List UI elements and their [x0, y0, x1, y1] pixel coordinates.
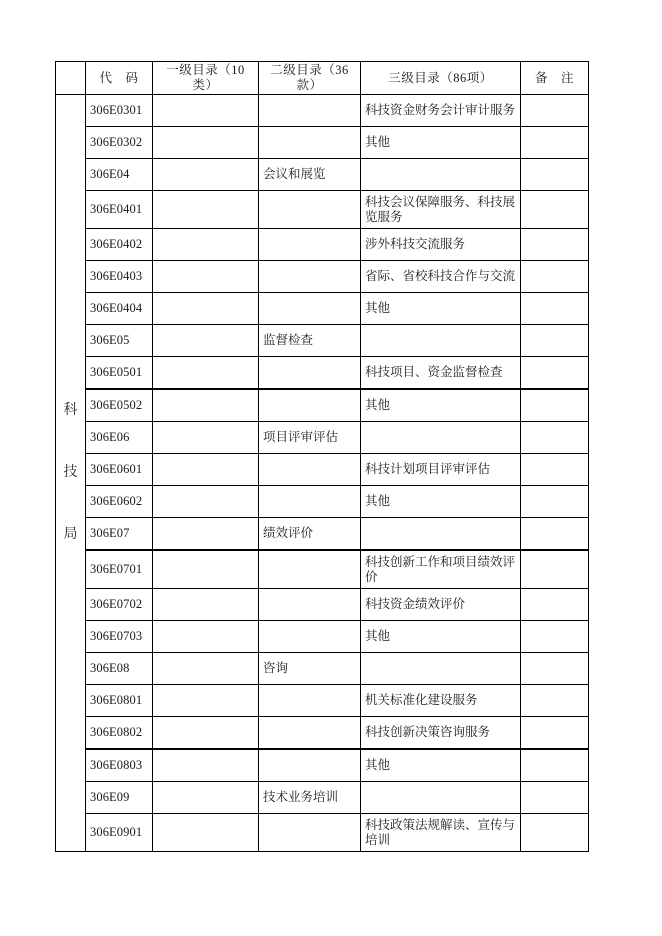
level3-cell: 其他 [361, 127, 521, 159]
level3-cell: 科技会议保障服务、科技展览服务 [361, 191, 521, 229]
code-cell: 306E08 [86, 653, 153, 685]
note-cell [521, 95, 589, 127]
table-row [56, 454, 589, 486]
catalog-table [55, 61, 589, 852]
level2-cell [259, 229, 361, 261]
level3-cell: 科技资金财务会计审计服务 [361, 95, 521, 127]
code-cell: 306E06 [86, 422, 153, 454]
level1-cell [153, 589, 259, 621]
table-row [56, 486, 589, 518]
code-cell: 306E0404 [86, 293, 153, 325]
code-cell: 306E0803 [86, 749, 153, 782]
note-cell [521, 717, 589, 750]
level1-cell [153, 159, 259, 191]
note-cell [521, 782, 589, 814]
code-cell: 306E07 [86, 518, 153, 551]
level2-cell [259, 621, 361, 653]
level1-cell [153, 550, 259, 589]
level1-cell [153, 127, 259, 159]
level1-cell [153, 191, 259, 229]
level1-cell [153, 814, 259, 852]
level1-cell [153, 685, 259, 717]
note-cell [521, 191, 589, 229]
note-cell [521, 749, 589, 782]
level3-cell: 科技创新决策咨询服务 [361, 717, 521, 750]
code-cell: 306E04 [86, 159, 153, 191]
table-row [56, 159, 589, 191]
level1-cell [153, 357, 259, 390]
table-row [56, 685, 589, 717]
level1-cell [153, 621, 259, 653]
org-vertical-label [56, 95, 86, 852]
code-cell: 306E0301 [86, 95, 153, 127]
level2-cell [259, 486, 361, 518]
level2-cell [259, 454, 361, 486]
table-row [56, 422, 589, 454]
header-level1: 一级目录（10类） [153, 62, 259, 95]
level1-cell [153, 422, 259, 454]
level2-cell [259, 685, 361, 717]
note-cell [521, 685, 589, 717]
level2-cell [259, 95, 361, 127]
level2-cell [259, 589, 361, 621]
level2-cell [259, 550, 361, 589]
level3-cell [361, 159, 521, 191]
note-cell [521, 454, 589, 486]
note-cell [521, 357, 589, 390]
table-row [56, 814, 589, 852]
table-row [56, 127, 589, 159]
level1-cell [153, 749, 259, 782]
header-row [56, 62, 589, 95]
level2-cell [259, 814, 361, 852]
table-body [56, 95, 589, 852]
code-cell: 306E0403 [86, 261, 153, 293]
level1-cell [153, 389, 259, 422]
level1-cell [153, 486, 259, 518]
level2-cell: 技术业务培训 [259, 782, 361, 814]
level1-cell [153, 653, 259, 685]
header-org [56, 62, 86, 95]
org-label-char: 技 [63, 465, 78, 480]
code-cell: 306E05 [86, 325, 153, 357]
level3-cell: 涉外科技交流服务 [361, 229, 521, 261]
code-cell: 306E0502 [86, 389, 153, 422]
code-cell: 306E0601 [86, 454, 153, 486]
level1-cell [153, 95, 259, 127]
level1-cell [153, 325, 259, 357]
table-row [56, 389, 589, 422]
level3-cell [361, 518, 521, 551]
level3-cell [361, 653, 521, 685]
code-cell: 306E0901 [86, 814, 153, 852]
code-cell: 306E0701 [86, 550, 153, 589]
level3-cell: 科技创新工作和项目绩效评价 [361, 550, 521, 589]
code-cell: 306E0702 [86, 589, 153, 621]
level3-cell: 其他 [361, 621, 521, 653]
table-row [56, 325, 589, 357]
level3-cell: 其他 [361, 486, 521, 518]
level3-cell: 其他 [361, 749, 521, 782]
table-header [56, 62, 589, 95]
level3-cell [361, 782, 521, 814]
table-row [56, 518, 589, 551]
note-cell [521, 550, 589, 589]
note-cell [521, 621, 589, 653]
level2-cell [259, 293, 361, 325]
code-cell: 306E0602 [86, 486, 153, 518]
level3-cell [361, 325, 521, 357]
note-cell [521, 486, 589, 518]
level3-cell: 科技项目、资金监督检查 [361, 357, 521, 390]
header-note: 备 注 [521, 62, 589, 95]
code-cell: 306E0402 [86, 229, 153, 261]
table-row [56, 550, 589, 589]
level3-cell: 其他 [361, 389, 521, 422]
note-cell [521, 229, 589, 261]
table-row [56, 717, 589, 750]
org-label-char: 科 [63, 403, 78, 418]
table-row [56, 589, 589, 621]
table-row [56, 229, 589, 261]
code-cell: 306E0401 [86, 191, 153, 229]
level2-cell [259, 717, 361, 750]
note-cell [521, 518, 589, 551]
level2-cell: 监督检查 [259, 325, 361, 357]
level3-cell [361, 422, 521, 454]
table-row [56, 782, 589, 814]
header-code: 代 码 [86, 62, 153, 95]
level2-cell [259, 357, 361, 390]
level2-cell [259, 191, 361, 229]
level2-cell: 咨询 [259, 653, 361, 685]
level1-cell [153, 717, 259, 750]
table-row [56, 261, 589, 293]
level2-cell [259, 127, 361, 159]
level2-cell [259, 261, 361, 293]
table-row [56, 621, 589, 653]
level3-cell: 机关标准化建设服务 [361, 685, 521, 717]
note-cell [521, 422, 589, 454]
level2-cell: 会议和展览 [259, 159, 361, 191]
note-cell [521, 127, 589, 159]
code-cell: 306E0802 [86, 717, 153, 750]
level1-cell [153, 293, 259, 325]
table-row [56, 95, 589, 127]
code-cell: 306E09 [86, 782, 153, 814]
level3-cell: 科技计划项目评审评估 [361, 454, 521, 486]
table-row [56, 749, 589, 782]
level2-cell [259, 389, 361, 422]
table-row [56, 293, 589, 325]
level2-cell: 项目评审评估 [259, 422, 361, 454]
header-level3: 三级目录（86项） [361, 62, 521, 95]
table-row [56, 357, 589, 390]
level2-cell: 绩效评价 [259, 518, 361, 551]
table-row [56, 653, 589, 685]
note-cell [521, 653, 589, 685]
level3-cell: 省际、省校科技合作与交流 [361, 261, 521, 293]
level3-cell: 科技政策法规解读、宣传与培训 [361, 814, 521, 852]
level1-cell [153, 229, 259, 261]
level1-cell [153, 261, 259, 293]
level2-cell [259, 749, 361, 782]
code-cell: 306E0302 [86, 127, 153, 159]
level1-cell [153, 454, 259, 486]
code-cell: 306E0703 [86, 621, 153, 653]
level3-cell: 其他 [361, 293, 521, 325]
code-cell: 306E0501 [86, 357, 153, 390]
note-cell [521, 261, 589, 293]
note-cell [521, 325, 589, 357]
note-cell [521, 589, 589, 621]
org-label-char: 局 [63, 527, 78, 542]
note-cell [521, 159, 589, 191]
note-cell [521, 389, 589, 422]
level1-cell [153, 782, 259, 814]
note-cell [521, 293, 589, 325]
table-row [56, 191, 589, 229]
level1-cell [153, 518, 259, 551]
note-cell [521, 814, 589, 852]
level3-cell: 科技资金绩效评价 [361, 589, 521, 621]
code-cell: 306E0801 [86, 685, 153, 717]
header-level2: 二级目录（36款） [259, 62, 361, 95]
